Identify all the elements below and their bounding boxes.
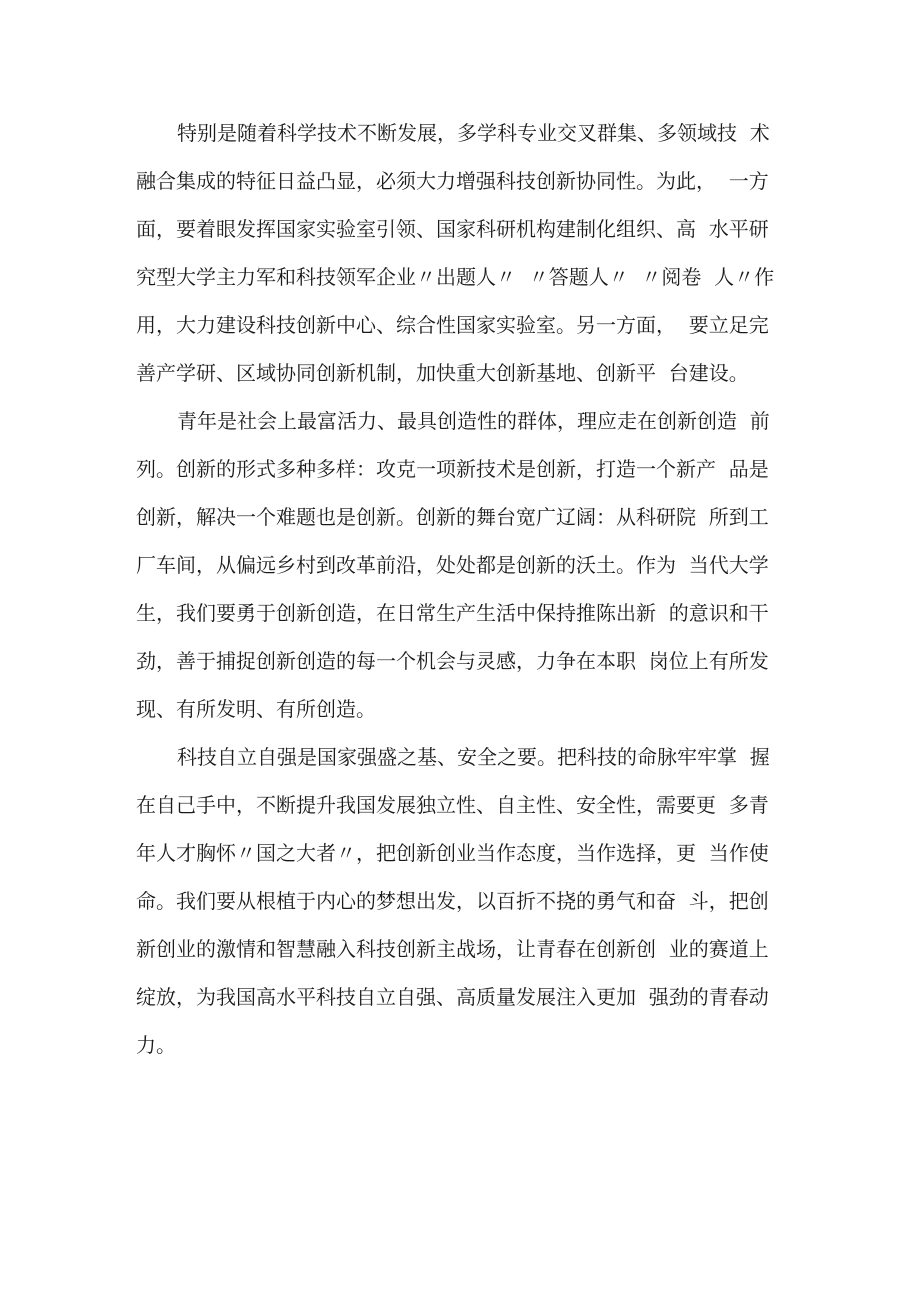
text-line: 厂车间，从偏远乡村到改革前沿，处处都是创新的沃土。作为 当代大学 (136, 553, 769, 577)
text-line: 特别是随着科学技术不断发展，多学科专业交叉群集、多领域技 术 (177, 121, 770, 145)
text-line: 融合集成的特征日益凸显，必须大力增强科技创新协同性。为此， 一方 (136, 169, 769, 193)
text-line: 绽放，为我国高水平科技自立自强、高质量发展注入更加 强劲的青春动 (136, 985, 769, 1009)
text-line: 劲，善于捕捉创新创造的每一个机会与灵感，力争在本职 岗位上有所发 (136, 649, 769, 673)
text-line: 科技自立自强是国家强盛之基、安全之要。把科技的命脉牢牢掌 握 (177, 745, 770, 769)
text-line: 命。我们要从根植于内心的梦想出发，以百折不挠的勇气和奋 斗，把创 (136, 889, 769, 913)
text-line: 列。创新的形式多种多样：攻克一项新技术是创新，打造一个新产 品是 (136, 457, 769, 481)
text-line: 现、有所发明、有所创造。 (136, 697, 376, 721)
text-line: 生，我们要勇于创新创造，在日常生产生活中保持推陈出新 的意识和干 (136, 601, 769, 625)
text-line: 究型大学主力军和科技领军企业〃出题人〃 〃答题人〃 〃阅卷 人〃作 (136, 265, 775, 289)
text-line: 创新，解决一个难题也是创新。创新的舞台宽广辽阔：从科研院 所到工 (136, 505, 769, 529)
text-line: 面，要着眼发挥国家实验室引领、国家科研机构建制化组织、高 水平研 (136, 217, 769, 241)
text-line: 力。 (136, 1033, 176, 1057)
text-line: 年人才胸怀〃国之大者〃，把创新创业当作态度，当作选择，更 当作使 (136, 841, 769, 865)
text-line: 用，大力建设科技创新中心、综合性国家实验室。另一方面， 要立足完 (136, 313, 769, 337)
text-line: 新创业的激情和智慧融入科技创新主战场，让青春在创新创 业的赛道上 (136, 937, 769, 961)
text-line: 青年是社会上最富活力、最具创造性的群体，理应走在创新创造 前 (177, 409, 770, 433)
text-line: 在自己手中，不断提升我国发展独立性、自主性、安全性，需要更 多青 (136, 793, 769, 817)
text-line: 善产学研、区域协同创新机制，加快重大创新基地、创新平 台建设。 (136, 361, 749, 385)
